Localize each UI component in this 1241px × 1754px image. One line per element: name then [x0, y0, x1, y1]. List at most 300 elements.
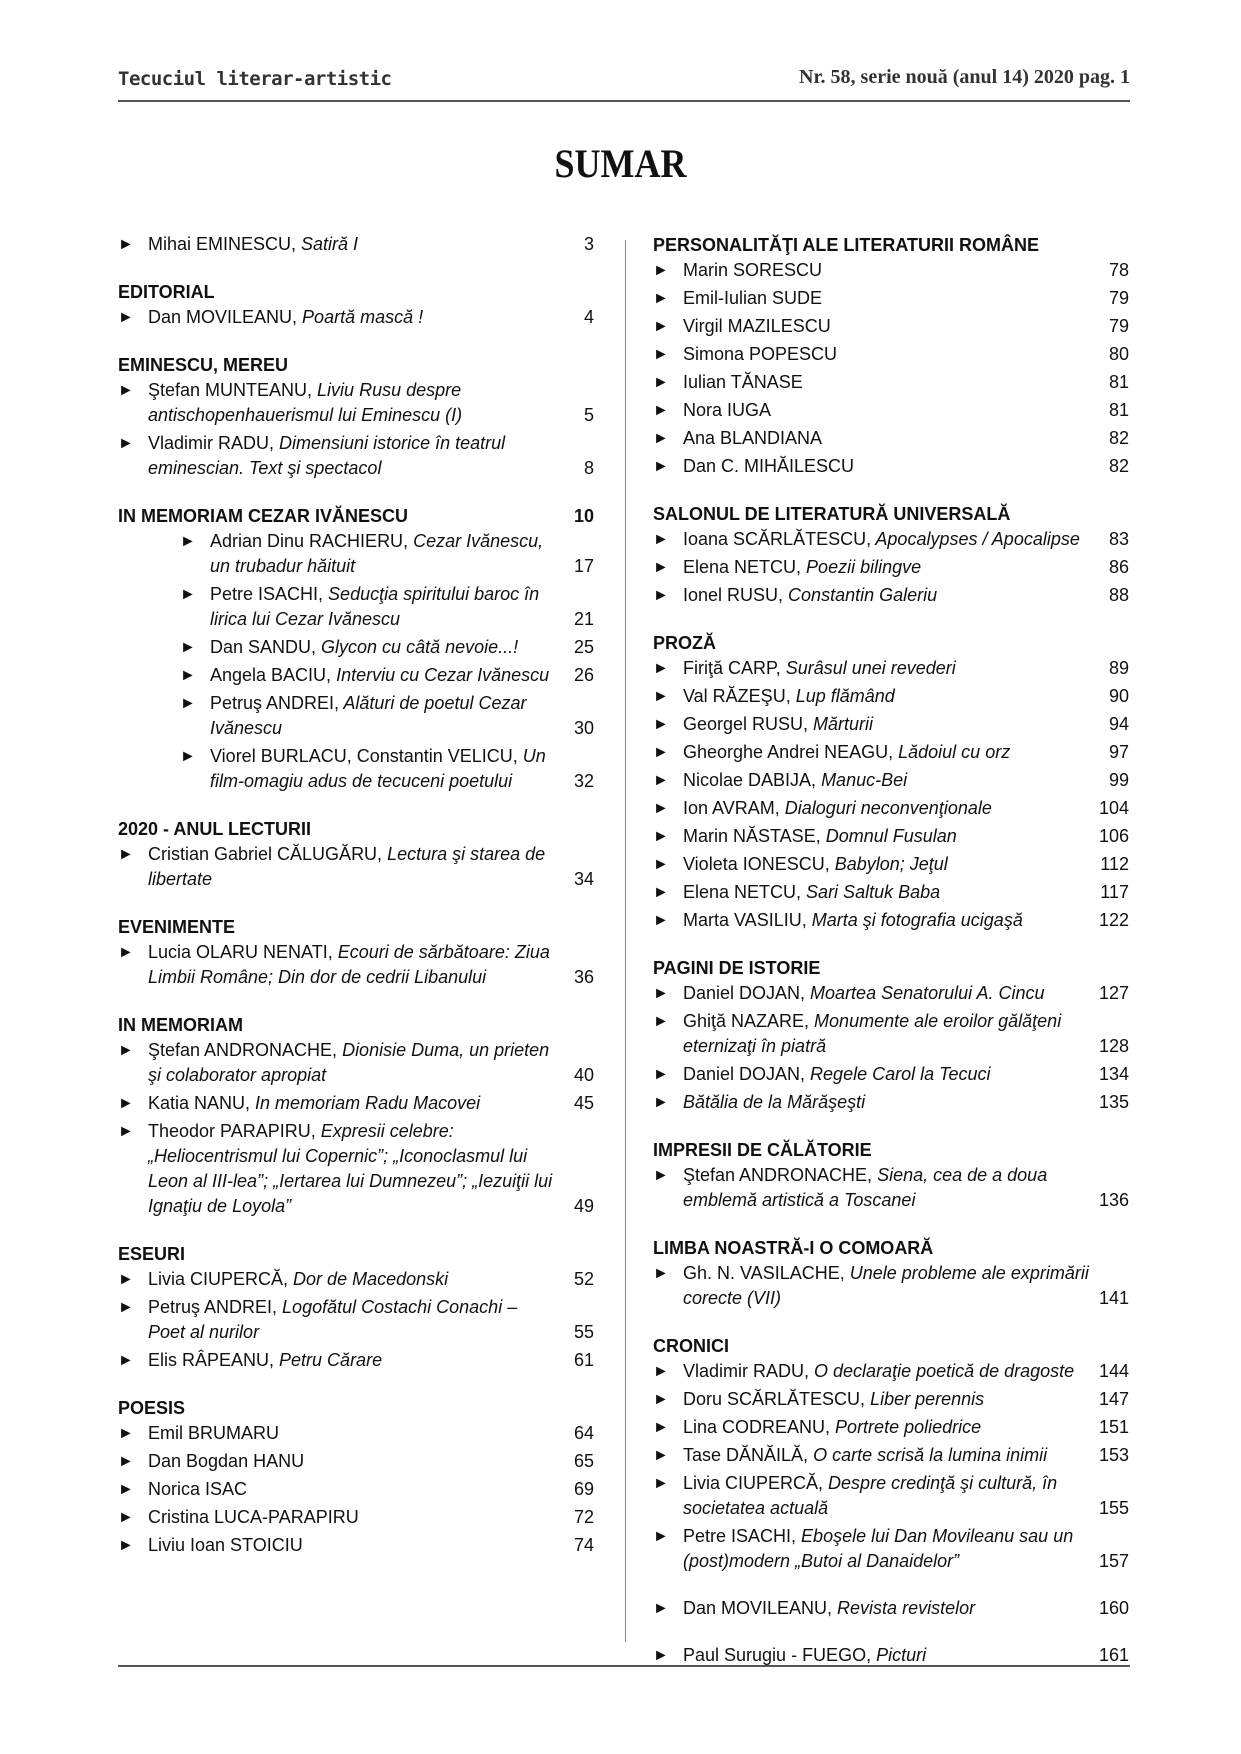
entry-page-number: 160 [1098, 1598, 1129, 1618]
entry-page-number: 88 [1108, 585, 1129, 605]
entry-author: Cristian Gabriel CĂLUGĂRU, [148, 844, 383, 864]
toc-entry [118, 232, 594, 257]
arrow-right-icon: ► [118, 1095, 134, 1112]
entry-title: O declaraţie poetică de dragoste [809, 1361, 1075, 1381]
left-column [118, 232, 594, 1561]
arrow-right-icon: ► [118, 1481, 134, 1498]
toc-section [653, 1333, 1129, 1574]
arrow-right-icon: ► [118, 1299, 134, 1316]
arrow-right-icon: ► [653, 1647, 669, 1664]
toc-entry [653, 1163, 1129, 1213]
entry-page-number: 144 [1098, 1361, 1129, 1381]
toc-entry [118, 1038, 594, 1088]
entry-author: Katia NANU, [148, 1093, 251, 1113]
arrow-right-icon: ► [118, 1271, 134, 1288]
entry-title: Bătălia de la Mărăşeşti [683, 1092, 866, 1112]
arrow-right-icon: ► [653, 1475, 669, 1492]
entry-author: Daniel DOJAN, [683, 1064, 806, 1084]
entry-author: Daniel DOJAN, [683, 983, 806, 1003]
section-title [118, 1241, 594, 1267]
entry-author: Vladimir RADU, [683, 1361, 810, 1381]
section-title-text: IN MEMORIAM [118, 1015, 243, 1035]
entry-page-number: 134 [1098, 1064, 1129, 1084]
arrow-right-icon: ► [653, 828, 669, 845]
entry-author: Marin SORESCU [683, 260, 823, 280]
toc-entry [180, 582, 594, 632]
entry-author: Elena NETCU, [683, 882, 802, 902]
arrow-right-icon: ► [653, 1419, 669, 1436]
entry-page-number: 8 [583, 458, 594, 478]
arrow-right-icon: ► [118, 1042, 134, 1059]
entry-author: Petruş ANDREI, [210, 693, 340, 713]
toc-entry [118, 940, 594, 990]
section-title [118, 1012, 594, 1038]
entry-title: Dialoguri neconvenţionale [779, 798, 992, 818]
entry-page-number: 80 [1108, 344, 1129, 364]
section-title-text: EMINESCU, MEREU [118, 355, 289, 375]
entry-author: Ana BLANDIANA [683, 428, 823, 448]
section-title-text: SALONUL DE LITERATURĂ UNIVERSALĂ [653, 504, 1011, 524]
section-title-text: POESIS [118, 1398, 186, 1418]
entry-page-number: 49 [573, 1196, 594, 1216]
toc-entry [653, 656, 1129, 681]
column-divider [625, 240, 626, 1642]
entry-author: Nora IUGA [683, 400, 772, 420]
toc-section [118, 232, 594, 257]
section-title [653, 1137, 1129, 1163]
arrow-right-icon: ► [653, 559, 669, 576]
entry-author: Ionel RUSU, [683, 585, 784, 605]
arrow-right-icon: ► [653, 1265, 669, 1282]
entry-page-number: 153 [1098, 1445, 1129, 1465]
entry-title: Seducţia spiritului baroc în lirica lui Cezar Ivănescu [210, 584, 540, 629]
toc-entry [653, 796, 1129, 821]
entry-page-number: 79 [1108, 316, 1129, 336]
entry-author: Ion AVRAM, [683, 798, 780, 818]
section-title [118, 503, 594, 529]
entry-author: Gh. N. VASILACHE, [683, 1263, 845, 1283]
entry-page-number: 141 [1098, 1288, 1129, 1308]
entry-author: Angela BACIU, [210, 665, 332, 685]
entry-page-number: 34 [573, 869, 594, 889]
entry-title: Expresii celebre: „Heliocentrismul lui Copernic”; „Iconoclasmul lui Leon al III-lea”; „Iertarea lui Dumnezeu”; „Iezuiţii lui Ignaţiu de Loyola” [148, 1121, 553, 1216]
entry-author: Firiţă CARP, [683, 658, 781, 678]
toc-entry [653, 398, 1129, 423]
arrow-right-icon: ► [653, 884, 669, 901]
arrow-right-icon: ► [180, 748, 196, 765]
toc-entry [653, 426, 1129, 451]
toc-section [653, 501, 1129, 608]
toc-entry [180, 744, 594, 794]
toc-entry [118, 1348, 594, 1373]
toc-section [118, 279, 594, 330]
entry-title: Portrete poliedrice [830, 1417, 982, 1437]
entry-author: Dan MOVILEANU, [148, 307, 298, 327]
entry-page-number: 26 [573, 665, 594, 685]
arrow-right-icon: ► [653, 772, 669, 789]
entry-page-number: 117 [1100, 882, 1129, 902]
entry-title: Poezii bilingve [801, 557, 922, 577]
toc-entry [118, 1421, 594, 1446]
section-title [118, 914, 594, 940]
arrow-right-icon: ► [118, 846, 134, 863]
toc-entry [653, 740, 1129, 765]
toc-entry [653, 583, 1129, 608]
entry-author: Elena NETCU, [683, 557, 802, 577]
section-title-text: LIMBA NOASTRĂ-I O COMOARĂ [653, 1238, 934, 1258]
entry-page-number: 25 [573, 637, 594, 657]
arrow-right-icon: ► [118, 944, 134, 961]
arrow-right-icon: ► [653, 1167, 669, 1184]
entry-title: Siena, cea de a doua emblemă artistică a Toscanei [683, 1165, 1048, 1210]
toc-entry [118, 305, 594, 330]
entry-author: Petruş ANDREI, [148, 1297, 278, 1317]
entry-page-number: 5 [583, 405, 594, 425]
entry-author: Dan MOVILEANU, [683, 1598, 833, 1618]
entry-page-number: 122 [1098, 910, 1129, 930]
arrow-right-icon: ► [118, 1123, 134, 1140]
arrow-right-icon: ► [653, 458, 669, 475]
entry-author: Ioana SCĂRLĂTESCU, [683, 529, 872, 549]
entry-title: Dionisie Duma, un prieten şi colaborator apropiat [148, 1040, 550, 1085]
entry-title: Despre credinţă şi cultură, în societatea actuală [683, 1473, 1058, 1518]
entry-author: Ştefan ANDRONACHE, [683, 1165, 873, 1185]
right-column [653, 232, 1129, 1671]
toc-entry [118, 842, 594, 892]
entry-title: Dimensiuni istorice în teatrul eminescian. Text şi spectacol [148, 433, 506, 478]
entry-page-number: 94 [1108, 714, 1129, 734]
arrow-right-icon: ► [180, 586, 196, 603]
page-title: SUMAR [554, 141, 687, 186]
arrow-right-icon: ► [118, 1352, 134, 1369]
section-title-text: EDITORIAL [118, 282, 215, 302]
toc-entry [118, 1505, 594, 1530]
entry-page-number: 112 [1100, 854, 1129, 874]
entry-author: Ghiţă NAZARE, [683, 1011, 810, 1031]
entry-title: O carte scrisă la lumina inimii [808, 1445, 1048, 1465]
toc-entry [653, 342, 1129, 367]
entry-page-number: 161 [1098, 1645, 1129, 1665]
entry-author: Doru SCĂRLĂTESCU, [683, 1389, 866, 1409]
entry-title: Unele probleme ale exprimării corecte (VII) [683, 1263, 1089, 1308]
entry-page-number: 104 [1098, 798, 1129, 818]
toc-entry [653, 555, 1129, 580]
toc-entry [180, 691, 594, 741]
toc-section [118, 914, 594, 990]
entry-title: Apocalypses / Apocalipse [871, 529, 1080, 549]
entry-author: Liviu Ioan STOICIU [148, 1535, 303, 1555]
entry-title: Picturi [871, 1645, 927, 1665]
entry-page-number: 147 [1098, 1389, 1129, 1409]
toc-entry [653, 684, 1129, 709]
entry-author: Lucia OLARU NENATI, [148, 942, 333, 962]
arrow-right-icon: ► [653, 856, 669, 873]
entry-page-number: 151 [1098, 1417, 1129, 1437]
toc-entry [118, 431, 594, 481]
entry-title: Marta şi fotografia ucigaşă [806, 910, 1023, 930]
entry-author: Cristina LUCA-PARAPIRU [148, 1507, 359, 1527]
arrow-right-icon: ► [180, 695, 196, 712]
section-title [653, 955, 1129, 981]
arrow-right-icon: ► [653, 402, 669, 419]
entry-page-number: 157 [1098, 1551, 1129, 1571]
toc-entry [118, 1119, 594, 1219]
entry-author: Viorel BURLACU, Constantin VELICU, [210, 746, 518, 766]
arrow-right-icon: ► [118, 1453, 134, 1470]
entry-title: Ecouri de sărbătoare: Ziua Limbii Române; Din dor de cedrii Libanului [148, 942, 550, 987]
arrow-right-icon: ► [653, 744, 669, 761]
entry-title: Liviu Rusu despre antischopenhauerismul lui Eminescu (I) [148, 380, 463, 425]
entry-page-number: 128 [1098, 1036, 1129, 1056]
toc-section [653, 955, 1129, 1115]
arrow-right-icon: ► [180, 667, 196, 684]
arrow-right-icon: ► [653, 1391, 669, 1408]
arrow-right-icon: ► [118, 382, 134, 399]
entry-author: Georgel RUSU, [683, 714, 809, 734]
toc-section [118, 352, 594, 481]
toc-entry [653, 454, 1129, 479]
toc-entry [653, 314, 1129, 339]
entry-page-number: 89 [1108, 658, 1129, 678]
entry-author: Petre ISACHI, [683, 1526, 797, 1546]
arrow-right-icon: ► [180, 533, 196, 550]
section-title-text: PAGINI DE ISTORIE [653, 958, 821, 978]
entry-author: Marta VASILIU, [683, 910, 807, 930]
arrow-right-icon: ► [653, 346, 669, 363]
arrow-right-icon: ► [653, 531, 669, 548]
toc-entry [653, 880, 1129, 905]
entry-title: Lectura şi starea de libertate [148, 844, 546, 889]
section-title [653, 232, 1129, 258]
toc-entry [180, 529, 594, 579]
toc-entry [118, 378, 594, 428]
arrow-right-icon: ► [653, 262, 669, 279]
toc-entry [118, 1477, 594, 1502]
arrow-right-icon: ► [653, 912, 669, 929]
entry-title: Manuc-Bei [816, 770, 908, 790]
entry-page-number: 40 [573, 1065, 594, 1085]
entry-title: Interviu cu Cezar Ivănescu [331, 665, 550, 685]
section-title-text: ESEURI [118, 1244, 186, 1264]
entry-title: Domnul Fusulan [820, 826, 957, 846]
entry-author: Gheorghe Andrei NEAGU, [683, 742, 894, 762]
entry-author: Tase DĂNĂILĂ, [683, 1445, 809, 1465]
arrow-right-icon: ► [653, 800, 669, 817]
entry-page-number: 69 [573, 1479, 594, 1499]
section-title [118, 279, 594, 305]
entry-author: Vladimir RADU, [148, 433, 275, 453]
toc-entry [653, 1471, 1129, 1521]
section-title-text: PERSONALITĂŢI ALE LITERATURII ROMÂNE [653, 235, 1039, 255]
entry-author: Ştefan ANDRONACHE, [148, 1040, 338, 1060]
arrow-right-icon: ► [118, 1509, 134, 1526]
arrow-right-icon: ► [118, 309, 134, 326]
toc-section [653, 232, 1129, 479]
entry-author: Paul Surugiu - FUEGO, [683, 1645, 872, 1665]
entry-author: Emil-Iulian SUDE [683, 288, 823, 308]
entry-title: Regele Carol la Tecuci [805, 1064, 991, 1084]
section-title-text: IMPRESII DE CĂLĂTORIE [653, 1140, 872, 1160]
arrow-right-icon: ► [653, 688, 669, 705]
toc-entry [118, 1091, 594, 1116]
entry-page-number: 82 [1108, 428, 1129, 448]
entry-author: Lina CODREANU, [683, 1417, 831, 1437]
bottom-rule [118, 1665, 1130, 1667]
entry-page-number: 83 [1108, 529, 1129, 549]
entry-title: Surâsul unei revederi [780, 658, 956, 678]
entry-author: Petre ISACHI, [210, 584, 324, 604]
issue-info: Nr. 58, serie nouă (anul 14) 2020 pag. 1 [799, 66, 1130, 88]
section-title-text: IN MEMORIAM CEZAR IVĂNESCU [118, 506, 409, 526]
entry-title: Petru Cărare [274, 1350, 383, 1370]
entry-page-number: 4 [583, 307, 594, 327]
section-title-text: 2020 - ANUL LECTURII [118, 819, 312, 839]
entry-author: Marin NĂSTASE, [683, 826, 821, 846]
arrow-right-icon: ► [653, 430, 669, 447]
toc-entry [653, 712, 1129, 737]
arrow-right-icon: ► [653, 1094, 669, 1111]
entry-author: Val RĂZEŞU, [683, 686, 791, 706]
entry-author: Dan SANDU, [210, 637, 317, 657]
toc-entry [653, 1415, 1129, 1440]
entry-title: Lădoiul cu orz [893, 742, 1011, 762]
section-title [118, 816, 594, 842]
entry-title: Revista revistelor [832, 1598, 976, 1618]
entry-title: Monumente ale eroilor gălăţeni eternizaţi în piatră [683, 1011, 1062, 1056]
toc-entry [653, 370, 1129, 395]
section-title [653, 1333, 1129, 1359]
toc-entry [653, 1009, 1129, 1059]
entry-page-number: 81 [1108, 372, 1129, 392]
arrow-right-icon: ► [118, 435, 134, 452]
entry-title: Un film-omagiu adus de tecuceni poetului [210, 746, 546, 791]
entry-author: Livia CIUPERCĂ, [148, 1269, 289, 1289]
entry-page-number: 78 [1108, 260, 1129, 280]
entry-page-number: 65 [573, 1451, 594, 1471]
toc-entry [653, 908, 1129, 933]
entry-page-number: 3 [583, 234, 594, 254]
arrow-right-icon: ► [653, 1447, 669, 1464]
entry-page-number: 79 [1108, 288, 1129, 308]
section-title [118, 1395, 594, 1421]
arrow-right-icon: ► [180, 639, 196, 656]
entry-page-number: 99 [1108, 770, 1129, 790]
entry-page-number: 74 [573, 1535, 594, 1555]
entry-page-number: 135 [1098, 1092, 1129, 1112]
toc-entry [118, 1295, 594, 1345]
entry-author: Simona POPESCU [683, 344, 838, 364]
toc-section [118, 1012, 594, 1219]
entry-title: In memoriam Radu Macovei [250, 1093, 481, 1113]
section-page-number: 10 [573, 506, 594, 526]
entry-page-number: 30 [573, 718, 594, 738]
toc-entry [653, 286, 1129, 311]
entry-page-number: 72 [573, 1507, 594, 1527]
toc-section [653, 1235, 1129, 1311]
entry-title: Liber perennis [865, 1389, 985, 1409]
toc-entry [653, 527, 1129, 552]
toc-entry [653, 1062, 1129, 1087]
entry-author: Elis RÂPEANU, [148, 1350, 275, 1370]
arrow-right-icon: ► [653, 1066, 669, 1083]
entry-title: Poartă mască ! [297, 307, 424, 327]
toc-entry [118, 1267, 594, 1292]
entry-author: Violeta IONESCU, [683, 854, 830, 874]
entry-title: Constantin Galeriu [783, 585, 938, 605]
toc-entry [653, 1090, 1129, 1115]
entry-page-number: 136 [1098, 1190, 1129, 1210]
entry-title: Eboşele lui Dan Movileanu sau un (post)modern „Butoi al Danaidelor” [683, 1526, 1074, 1571]
entry-author: Adrian Dinu RACHIERU, [210, 531, 409, 551]
toc-entry [653, 981, 1129, 1006]
toc-entry [180, 663, 594, 688]
toc-entry [653, 258, 1129, 283]
section-title [118, 352, 594, 378]
arrow-right-icon: ► [653, 1363, 669, 1380]
arrow-right-icon: ► [653, 290, 669, 307]
entry-title: Mărturii [808, 714, 874, 734]
arrow-right-icon: ► [653, 318, 669, 335]
section-title [653, 501, 1129, 527]
entry-page-number: 32 [573, 771, 594, 791]
entry-title: Glycon cu câtă nevoie...! [316, 637, 519, 657]
entry-page-number: 45 [573, 1093, 594, 1113]
entry-author: Theodor PARAPIRU, [148, 1121, 316, 1141]
arrow-right-icon: ► [653, 1013, 669, 1030]
entry-page-number: 97 [1108, 742, 1129, 762]
toc-entry [653, 1596, 1129, 1621]
section-title [653, 630, 1129, 656]
entry-title: Lup flămând [790, 686, 895, 706]
arrow-right-icon: ► [118, 236, 134, 253]
toc-section [118, 1241, 594, 1373]
section-title-text: PROZĂ [653, 633, 716, 653]
entry-page-number: 81 [1108, 400, 1129, 420]
entry-author: Dan C. MIHĂILESCU [683, 456, 855, 476]
entry-page-number: 82 [1108, 456, 1129, 476]
entry-page-number: 61 [573, 1350, 594, 1370]
entry-title: Moartea Senatorului A. Cincu [805, 983, 1045, 1003]
entry-page-number: 52 [573, 1269, 594, 1289]
arrow-right-icon: ► [118, 1425, 134, 1442]
entry-author: Livia CIUPERCĂ, [683, 1473, 824, 1493]
toc-entry [653, 1443, 1129, 1468]
toc-entry [653, 1359, 1129, 1384]
entry-author: Iulian TĂNASE [683, 372, 803, 392]
entry-title: Alături de poetul Cezar Ivănescu [210, 693, 527, 738]
toc-section [653, 630, 1129, 933]
toc-entry [180, 635, 594, 660]
entry-page-number: 86 [1108, 557, 1129, 577]
arrow-right-icon: ► [653, 587, 669, 604]
entry-author: Nicolae DABIJA, [683, 770, 817, 790]
entry-author: Emil BRUMARU [148, 1423, 280, 1443]
entry-title: Logofătul Costachi Conachi – Poet al nurilor [148, 1297, 518, 1342]
entry-author: Ştefan MUNTEANU, [148, 380, 313, 400]
arrow-right-icon: ► [653, 1600, 669, 1617]
arrow-right-icon: ► [653, 985, 669, 1002]
entry-page-number: 90 [1108, 686, 1129, 706]
toc-entry [653, 824, 1129, 849]
arrow-right-icon: ► [118, 1537, 134, 1554]
entry-page-number: 55 [573, 1322, 594, 1342]
page-header [118, 64, 1130, 102]
entry-author: Virgil MAZILESCU [683, 316, 831, 336]
section-title-text: EVENIMENTE [118, 917, 236, 937]
entry-title: Cezar Ivănescu, un trubadur hăituit [210, 531, 544, 576]
entry-page-number: 155 [1098, 1498, 1129, 1518]
entry-page-number: 21 [573, 609, 594, 629]
